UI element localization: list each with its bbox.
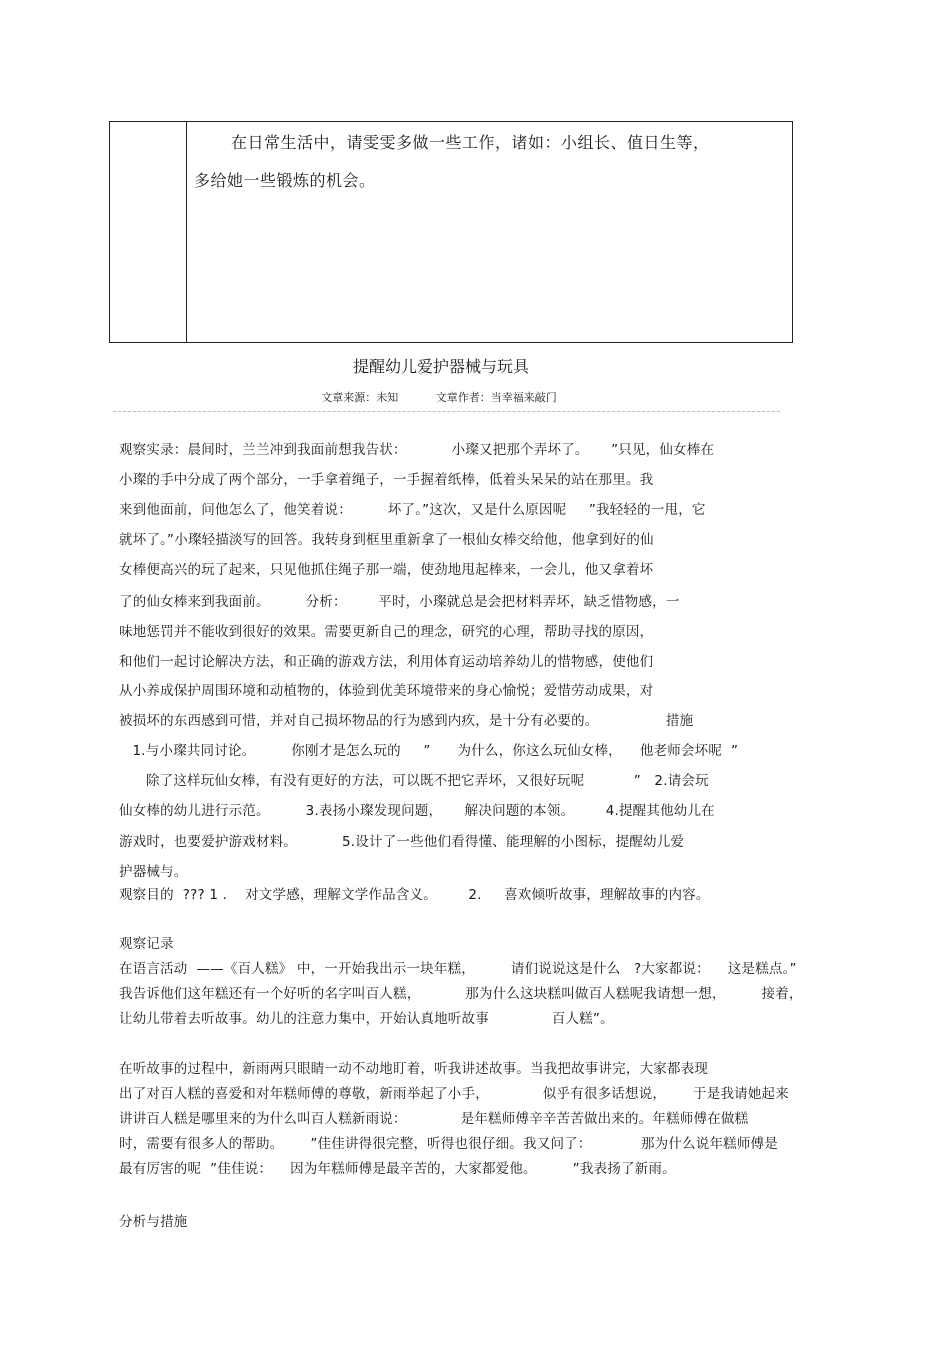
body-line: 观察实录：晨间时，兰兰冲到我面前想我告状： 小璨又把那个弄坏了。 ”只见，仙女棒在 [119,442,715,458]
article-author: 文章作者：当幸福来敲门 [435,391,557,404]
body-line: 在语言活动 ——《百人糕》 中，一开始我出示一块年糕， 请们说说这是什么 ?大家都说： 这是糕点。” [119,961,797,977]
section-heading: 观察记录 [119,936,174,952]
table-text-line-1: 在日常生活中，请雯雯多做一些工作，诸如：小组长、值日生等， [231,133,710,152]
body-line: 味地惩罚并不能收到很好的效果。需要更新自己的理念，研究的心理，帮助寻找的原因， [119,624,654,640]
body-line: 除了这样玩仙女棒，有没有更好的方法，可以既不把它弄坏，又很好玩呢 ” 2.请会玩 [119,773,709,789]
body-line: 从小养成保护周围环境和动植物的，体验到优美环境带来的身心愉悦；爱惜劳动成果，对 [119,683,654,699]
body-line: 女棒便高兴的玩了起来，只见他抓住绳子那一端，使劲地甩起棒来，一会儿，他又拿着坏 [119,562,654,578]
body-line: 被损坏的东西感到可惜，并对自己损坏物品的行为感到内疚，是十分有必要的。 措施 [119,713,694,729]
body-line: 和他们一起讨论解决方法，和正确的游戏方法，利用体育运动培养幼儿的惜物感，使他们 [119,654,654,670]
body-line: 我告诉他们这年糕还有一个好听的名字叫百人糕， 那为什么这块糕叫做百人糕呢我请想一想， 接着， [119,986,803,1002]
article-source: 文章来源：未知 [321,391,399,404]
observation-table [109,121,793,343]
table-column-divider [186,122,187,342]
separator-line [113,411,780,412]
body-line: 来到他面前，问他怎么了，他笑着说： 坏了。”这次，又是什么原因呢 ”我轻轻的一甩，它 [119,502,706,518]
body-line: 就坏了。”小璨轻描淡写的回答。我转身到框里重新拿了一根仙女棒交给他，他拿到好的仙 [119,532,654,548]
body-line: 了的仙女棒来到我面前。 分析： 平时，小璨就总是会把材料弄坏，缺乏惜物感，一 [119,594,680,610]
body-line: 让幼儿带着去听故事。幼儿的注意力集中，开始认真地听故事 百人糕”。 [119,1011,614,1027]
table-text-line-2: 多给她一些锻炼的机会。 [194,171,376,190]
body-line: 游戏时，也要爱护游戏材料。 5.设计了一些他们看得懂、能理解的小图标，提醒幼儿爱 [119,834,685,850]
body-line: 护器械与。 [119,864,188,880]
body-line: 1.与小璨共同讨论。 你刚才是怎么玩的 ” 为什么，你这么玩仙女棒， 他老师会坏呢 ” [119,743,739,759]
body-line: 小璨的手中分成了两个部分，一手拿着绳子，一手握着纸棒，低着头呆呆的站在那里。我 [119,472,654,488]
body-line: 最有厉害的呢 ”佳佳说： 因为年糕师傅是最辛苦的，大家都爱他。 ”我表扬了新雨。 [119,1161,676,1177]
body-line: 讲讲百人糕是哪里来的为什么叫百人糕新雨说： 是年糕师傅辛辛苦苦做出来的。年糕师傅在做糕 [119,1111,749,1127]
section-heading: 分析与措施 [119,1214,188,1230]
body-line: 出了对百人糕的喜爱和对年糕师傅的尊敬，新雨举起了小手， 似乎有很多话想说， 于是我请她起来 [119,1086,789,1102]
body-line: 时，需要有很多人的帮助。 ”佳佳讲得很完整，听得也很仔细。我又问了： 那为什么说年糕师傅是 [119,1136,778,1152]
body-line: 仙女棒的幼儿进行示范。 3.表扬小璨发现问题， 解决问题的本领。 4.提醒其他幼儿在 [119,803,715,819]
article-title: 提醒幼儿爱护器械与玩具 [352,357,529,376]
body-line: 在听故事的过程中，新雨两只眼睛一动不动地盯着，听我讲述故事。当我把故事讲完，大家都表现 [119,1061,709,1077]
body-line: 观察目的 ??? 1 . 对文学感，理解文学作品含义。 2. 喜欢倾听故事，理解故事的内容。 [119,887,710,903]
article-meta [0,389,914,405]
